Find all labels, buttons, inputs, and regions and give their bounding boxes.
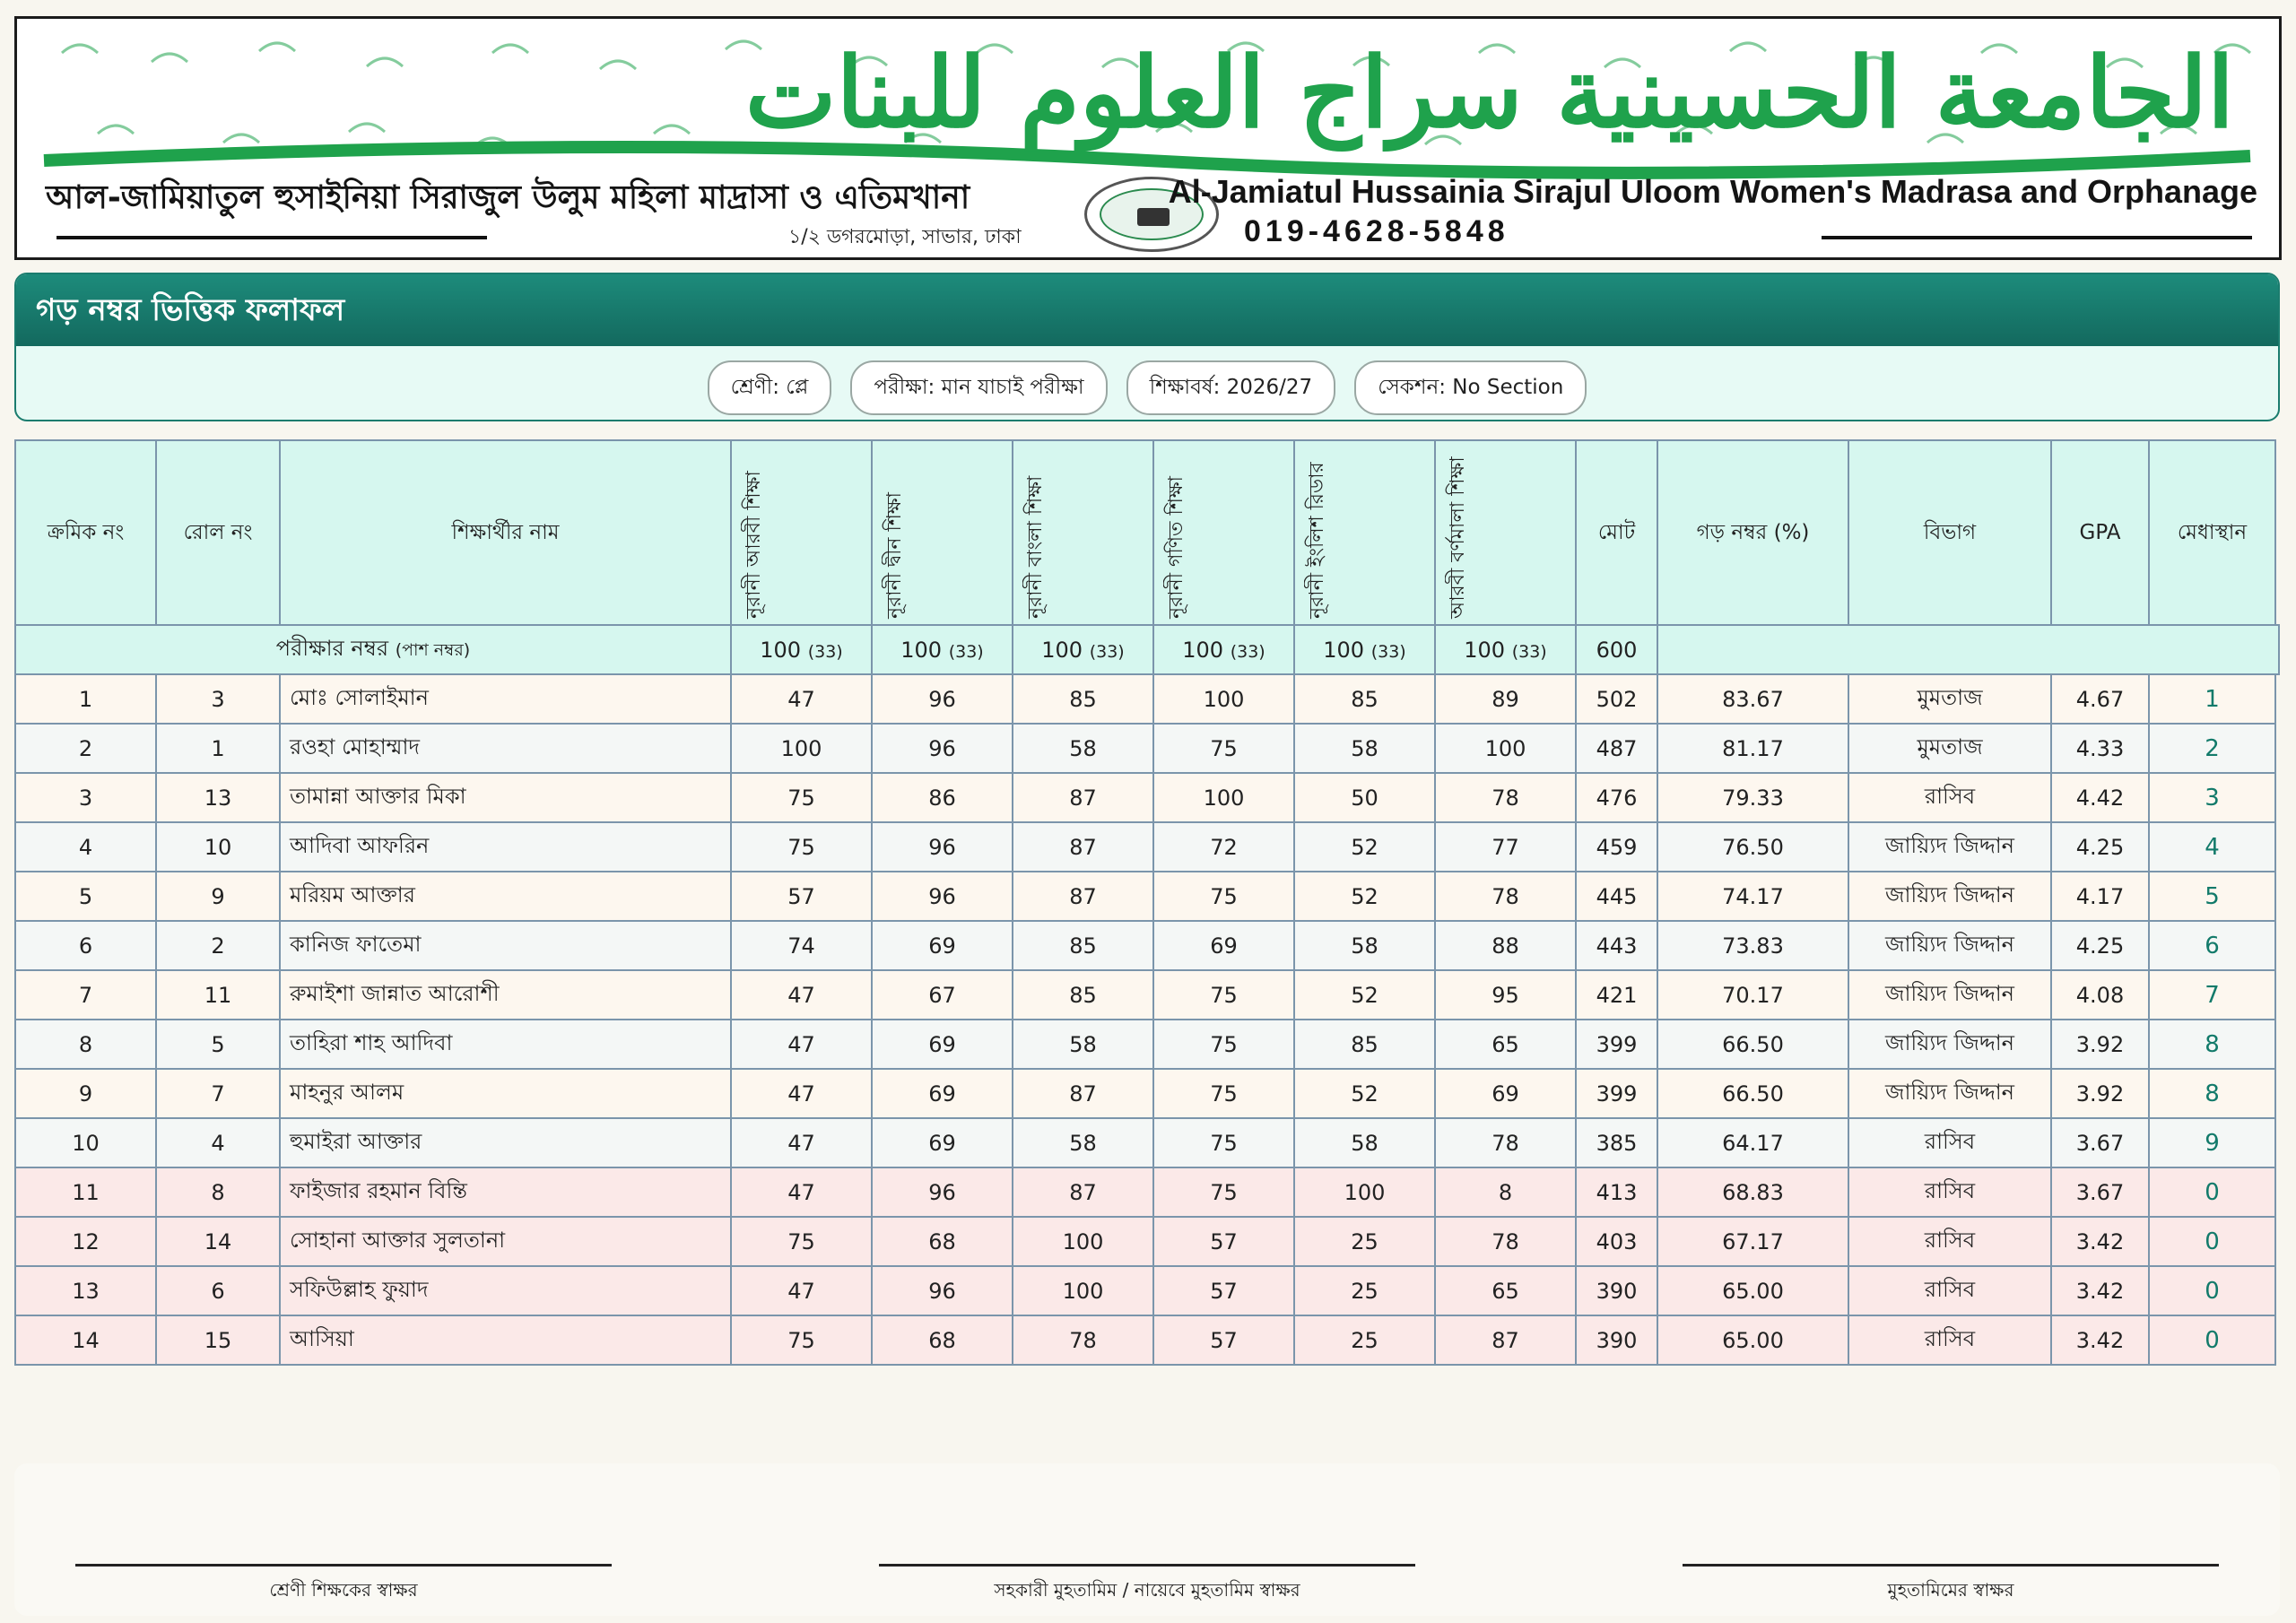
- serial-cell: 10: [15, 1118, 156, 1167]
- filter-section: সেকশন: No Section: [1354, 360, 1587, 415]
- total-cell: 390: [1576, 1315, 1657, 1365]
- serial-cell: 13: [15, 1266, 156, 1315]
- merit-cell: 3: [2149, 773, 2275, 822]
- division-cell: জায়্যিদ জিদ্দান: [1848, 921, 2051, 970]
- subject-mark-cell: 96: [872, 1167, 1013, 1217]
- signature-principal: [1683, 1564, 2219, 1607]
- subject-mark-cell: 69: [872, 1118, 1013, 1167]
- subject-mark-cell: 87: [1013, 773, 1153, 822]
- header-subject-5: নূরানী ইংলিশ রিডার: [1294, 440, 1435, 625]
- header-roll: রোল নং: [156, 440, 280, 625]
- subject-mark-cell: 87: [1013, 822, 1153, 872]
- subject-mark-cell: 87: [1013, 1167, 1153, 1217]
- divider-right: [1822, 236, 2252, 239]
- subject-mark-cell: 85: [1294, 1020, 1435, 1069]
- table-row: [15, 674, 2279, 724]
- full-mark-subject-1: 100 (33): [731, 625, 872, 674]
- subject-mark-cell: 87: [1435, 1315, 1576, 1365]
- bengali-institution-name: আল-জামিয়াতুল হুসাইনিয়া সিরাজুল উলুম মহিলা মাদ্রাসা ও এতিমখানা: [46, 179, 970, 216]
- table-row: [15, 970, 2279, 1020]
- subject-mark-cell: 78: [1435, 773, 1576, 822]
- gpa-cell: 4.25: [2051, 921, 2149, 970]
- full-mark-subject-6: 100 (33): [1435, 625, 1576, 674]
- table-row: [15, 1217, 2279, 1266]
- average-cell: 73.83: [1657, 921, 1848, 970]
- student-name-cell: রওহা মোহাম্মাদ: [280, 724, 731, 773]
- subject-mark-cell: 85: [1013, 674, 1153, 724]
- roll-cell: 4: [156, 1118, 280, 1167]
- average-cell: 76.50: [1657, 822, 1848, 872]
- serial-cell: 11: [15, 1167, 156, 1217]
- subject-mark-cell: 25: [1294, 1217, 1435, 1266]
- subject-mark-cell: 69: [1435, 1069, 1576, 1118]
- subject-mark-cell: 74: [731, 921, 872, 970]
- institution-address: ১/২ ডগরমোড়া, সাভার, ঢাকা: [788, 226, 1022, 248]
- student-name-cell: তাহিরা শাহ আদিবা: [280, 1020, 731, 1069]
- subject-mark-cell: 57: [1153, 1217, 1294, 1266]
- serial-cell: 3: [15, 773, 156, 822]
- report-title: গড় নম্বর ভিত্তিক ফলাফল: [16, 274, 2278, 346]
- table-row: [15, 1069, 2279, 1118]
- total-cell: 445: [1576, 872, 1657, 921]
- gpa-cell: 3.42: [2051, 1266, 2149, 1315]
- full-mark-subject-5: 100 (33): [1294, 625, 1435, 674]
- roll-cell: 15: [156, 1315, 280, 1365]
- subject-mark-cell: 96: [872, 822, 1013, 872]
- subject-mark-cell: 75: [1153, 724, 1294, 773]
- header-subject-2: নূরানী দ্বীন শিক্ষা: [872, 440, 1013, 625]
- average-cell: 66.50: [1657, 1020, 1848, 1069]
- signature-class-teacher: [75, 1564, 612, 1607]
- report-header-card: [14, 273, 2280, 421]
- merit-cell: 5: [2149, 872, 2275, 921]
- subject-mark-cell: 68: [872, 1217, 1013, 1266]
- subject-mark-cell: 86: [872, 773, 1013, 822]
- division-cell: রাসিব: [1848, 1118, 2051, 1167]
- average-cell: 68.83: [1657, 1167, 1848, 1217]
- full-mark-subject-4: 100 (33): [1153, 625, 1294, 674]
- english-institution-name: Al-Jamiatul Hussainia Sirajul Uloom Women's Madrasa and Orphanage: [1168, 173, 2257, 210]
- student-name-cell: তামান্না আক্তার মিকা: [280, 773, 731, 822]
- signature-area: [14, 1463, 2280, 1616]
- subject-mark-cell: 69: [872, 1069, 1013, 1118]
- gpa-cell: 3.92: [2051, 1069, 2149, 1118]
- serial-cell: 9: [15, 1069, 156, 1118]
- subject-mark-cell: 47: [731, 1069, 872, 1118]
- average-cell: 67.17: [1657, 1217, 1848, 1266]
- table-header-row: [15, 440, 2279, 625]
- divider-left: [57, 236, 487, 239]
- full-marks-row: [15, 625, 2279, 674]
- gpa-cell: 4.42: [2051, 773, 2149, 822]
- full-marks-label: পরীক্ষার নম্বর (পাশ নম্বর): [15, 625, 731, 674]
- subject-mark-cell: 100: [1153, 674, 1294, 724]
- subject-mark-cell: 85: [1294, 674, 1435, 724]
- total-cell: 487: [1576, 724, 1657, 773]
- average-cell: 70.17: [1657, 970, 1848, 1020]
- division-cell: জায়্যিদ জিদ্দান: [1848, 1020, 2051, 1069]
- division-cell: জায়্যিদ জিদ্দান: [1848, 822, 2051, 872]
- total-cell: 413: [1576, 1167, 1657, 1217]
- phone-number: 019-4628-5848: [1244, 214, 1509, 248]
- signature-assistant-principal: [879, 1564, 1415, 1607]
- merit-cell: 9: [2149, 1118, 2275, 1167]
- subject-mark-cell: 65: [1435, 1266, 1576, 1315]
- roll-cell: 7: [156, 1069, 280, 1118]
- serial-cell: 2: [15, 724, 156, 773]
- merit-cell: 2: [2149, 724, 2275, 773]
- subject-mark-cell: 85: [1013, 921, 1153, 970]
- average-cell: 65.00: [1657, 1266, 1848, 1315]
- subject-mark-cell: 96: [872, 674, 1013, 724]
- serial-cell: 1: [15, 674, 156, 724]
- serial-cell: 12: [15, 1217, 156, 1266]
- average-cell: 79.33: [1657, 773, 1848, 822]
- total-cell: 443: [1576, 921, 1657, 970]
- subject-mark-cell: 89: [1435, 674, 1576, 724]
- subject-mark-cell: 52: [1294, 1069, 1435, 1118]
- subject-mark-cell: 69: [1153, 921, 1294, 970]
- subject-mark-cell: 58: [1294, 921, 1435, 970]
- student-name-cell: হুমাইরা আক্তার: [280, 1118, 731, 1167]
- division-cell: জায়্যিদ জিদ্দান: [1848, 970, 2051, 1020]
- signature-label: শ্রেণী শিক্ষকের স্বাক্ষর: [269, 1579, 418, 1601]
- subject-mark-cell: 100: [1435, 724, 1576, 773]
- table-row: [15, 822, 2279, 872]
- table-row: [15, 921, 2279, 970]
- subject-mark-cell: 58: [1013, 1020, 1153, 1069]
- subject-mark-cell: 8: [1435, 1167, 1576, 1217]
- total-cell: 502: [1576, 674, 1657, 724]
- gpa-cell: 4.33: [2051, 724, 2149, 773]
- subject-mark-cell: 75: [1153, 872, 1294, 921]
- signature-label: মুহতামিমের স্বাক্ষর: [1887, 1579, 2014, 1601]
- roll-cell: 2: [156, 921, 280, 970]
- subject-mark-cell: 75: [731, 1217, 872, 1266]
- subject-mark-cell: 100: [731, 724, 872, 773]
- full-mark-subject-3: 100 (33): [1013, 625, 1153, 674]
- header-subject-1: নূরানী আরবী শিক্ষা: [731, 440, 872, 625]
- merit-cell: 8: [2149, 1020, 2275, 1069]
- arabic-title: الجامعة الحسينية سراج العلوم للبنات: [744, 37, 2234, 150]
- subject-mark-cell: 47: [731, 1167, 872, 1217]
- merit-cell: 0: [2149, 1217, 2275, 1266]
- subject-mark-cell: 52: [1294, 822, 1435, 872]
- filter-exam: পরীক্ষা: মান যাচাই পরীক্ষা: [850, 360, 1107, 415]
- roll-cell: 6: [156, 1266, 280, 1315]
- subject-mark-cell: 58: [1294, 724, 1435, 773]
- subject-mark-cell: 75: [1153, 1020, 1294, 1069]
- header-subject-6: আরবী বর্ণমালা শিক্ষা: [1435, 440, 1576, 625]
- table-row: [15, 773, 2279, 822]
- subject-mark-cell: 58: [1013, 1118, 1153, 1167]
- subject-mark-cell: 87: [1013, 872, 1153, 921]
- subject-mark-cell: 100: [1153, 773, 1294, 822]
- student-name-cell: সোহানা আক্তার সুলতানা: [280, 1217, 731, 1266]
- roll-cell: 13: [156, 773, 280, 822]
- total-cell: 421: [1576, 970, 1657, 1020]
- subject-mark-cell: 75: [1153, 1118, 1294, 1167]
- subject-mark-cell: 50: [1294, 773, 1435, 822]
- division-cell: মুমতাজ: [1848, 674, 2051, 724]
- merit-cell: 0: [2149, 1315, 2275, 1365]
- table-row: [15, 1118, 2279, 1167]
- total-cell: 459: [1576, 822, 1657, 872]
- subject-mark-cell: 25: [1294, 1266, 1435, 1315]
- gpa-cell: 4.25: [2051, 822, 2149, 872]
- student-name-cell: ফাইজার রহমান বিন্তি: [280, 1167, 731, 1217]
- subject-mark-cell: 75: [1153, 1167, 1294, 1217]
- subject-mark-cell: 67: [872, 970, 1013, 1020]
- subject-mark-cell: 100: [1013, 1217, 1153, 1266]
- average-cell: 74.17: [1657, 872, 1848, 921]
- book-icon: [1137, 208, 1170, 226]
- filter-pills: [16, 360, 2278, 415]
- student-name-cell: মোঃ সোলাইমান: [280, 674, 731, 724]
- subject-mark-cell: 75: [731, 1315, 872, 1365]
- header-total: মোট: [1576, 440, 1657, 625]
- merit-cell: 6: [2149, 921, 2275, 970]
- subject-mark-cell: 78: [1013, 1315, 1153, 1365]
- student-name-cell: আসিয়া: [280, 1315, 731, 1365]
- subject-mark-cell: 57: [731, 872, 872, 921]
- average-cell: 65.00: [1657, 1315, 1848, 1365]
- serial-cell: 4: [15, 822, 156, 872]
- table-row: [15, 724, 2279, 773]
- subject-mark-cell: 47: [731, 1266, 872, 1315]
- full-marks-blank: [1657, 625, 2279, 674]
- subject-mark-cell: 95: [1435, 970, 1576, 1020]
- subject-mark-cell: 57: [1153, 1266, 1294, 1315]
- serial-cell: 8: [15, 1020, 156, 1069]
- merit-cell: 8: [2149, 1069, 2275, 1118]
- division-cell: জায়্যিদ জিদ্দান: [1848, 872, 2051, 921]
- serial-cell: 7: [15, 970, 156, 1020]
- signature-line: [879, 1564, 1415, 1567]
- division-cell: রাসিব: [1848, 773, 2051, 822]
- header-serial: ক্রমিক নং: [15, 440, 156, 625]
- subject-mark-cell: 47: [731, 1020, 872, 1069]
- subject-mark-cell: 87: [1013, 1069, 1153, 1118]
- signature-label: সহকারী মুহতামিম / নায়েবে মুহতামিম স্বাক্ষর: [994, 1579, 1300, 1601]
- subject-mark-cell: 85: [1013, 970, 1153, 1020]
- signature-line: [1683, 1564, 2219, 1567]
- subject-mark-cell: 88: [1435, 921, 1576, 970]
- full-mark-total: 600: [1576, 625, 1657, 674]
- subject-mark-cell: 69: [872, 1020, 1013, 1069]
- filter-class: শ্রেণী: প্লে: [708, 360, 832, 415]
- roll-cell: 3: [156, 674, 280, 724]
- subject-mark-cell: 47: [731, 1118, 872, 1167]
- table-row: [15, 1020, 2279, 1069]
- results-table: [14, 439, 2280, 1366]
- student-name-cell: আদিবা আফরিন: [280, 822, 731, 872]
- subject-mark-cell: 75: [731, 773, 872, 822]
- student-name-cell: মরিয়ম আক্তার: [280, 872, 731, 921]
- total-cell: 385: [1576, 1118, 1657, 1167]
- gpa-cell: 3.42: [2051, 1217, 2149, 1266]
- subject-mark-cell: 52: [1294, 872, 1435, 921]
- institution-banner: [14, 16, 2282, 260]
- filter-session: শিক্ষাবর্ষ: 2026/27: [1126, 360, 1336, 415]
- subject-mark-cell: 47: [731, 970, 872, 1020]
- gpa-cell: 4.08: [2051, 970, 2149, 1020]
- subject-mark-cell: 96: [872, 872, 1013, 921]
- subject-mark-cell: 52: [1294, 970, 1435, 1020]
- subject-mark-cell: 72: [1153, 822, 1294, 872]
- total-cell: 399: [1576, 1020, 1657, 1069]
- roll-cell: 14: [156, 1217, 280, 1266]
- subject-mark-cell: 75: [1153, 970, 1294, 1020]
- total-cell: 399: [1576, 1069, 1657, 1118]
- serial-cell: 14: [15, 1315, 156, 1365]
- merit-cell: 1: [2149, 674, 2275, 724]
- total-cell: 403: [1576, 1217, 1657, 1266]
- header-gpa: GPA: [2051, 440, 2149, 625]
- subject-mark-cell: 57: [1153, 1315, 1294, 1365]
- header-subject-3: নূরানী বাংলা শিক্ষা: [1013, 440, 1153, 625]
- serial-cell: 5: [15, 872, 156, 921]
- header-merit: মেধাস্থান: [2149, 440, 2275, 625]
- table-row: [15, 872, 2279, 921]
- division-cell: রাসিব: [1848, 1217, 2051, 1266]
- header-subject-4: নূরানী গণিত শিক্ষা: [1153, 440, 1294, 625]
- gpa-cell: 3.67: [2051, 1118, 2149, 1167]
- subject-mark-cell: 58: [1013, 724, 1153, 773]
- merit-cell: 0: [2149, 1167, 2275, 1217]
- subject-mark-cell: 96: [872, 724, 1013, 773]
- subject-mark-cell: 75: [1153, 1069, 1294, 1118]
- header-average: গড় নম্বর (%): [1657, 440, 1848, 625]
- roll-cell: 11: [156, 970, 280, 1020]
- subject-mark-cell: 47: [731, 674, 872, 724]
- student-name-cell: কানিজ ফাতেমা: [280, 921, 731, 970]
- average-cell: 64.17: [1657, 1118, 1848, 1167]
- signature-line: [75, 1564, 612, 1567]
- student-name-cell: মাহনুর আলম: [280, 1069, 731, 1118]
- header-name: শিক্ষার্থীর নাম: [280, 440, 731, 625]
- division-cell: রাসিব: [1848, 1315, 2051, 1365]
- division-cell: রাসিব: [1848, 1266, 2051, 1315]
- merit-cell: 0: [2149, 1266, 2275, 1315]
- roll-cell: 9: [156, 872, 280, 921]
- subject-mark-cell: 78: [1435, 1217, 1576, 1266]
- table-row: [15, 1167, 2279, 1217]
- subject-mark-cell: 75: [731, 822, 872, 872]
- average-cell: 83.67: [1657, 674, 1848, 724]
- total-cell: 476: [1576, 773, 1657, 822]
- subject-mark-cell: 69: [872, 921, 1013, 970]
- serial-cell: 6: [15, 921, 156, 970]
- total-cell: 390: [1576, 1266, 1657, 1315]
- table-row: [15, 1315, 2279, 1365]
- table-row: [15, 1266, 2279, 1315]
- subject-mark-cell: 65: [1435, 1020, 1576, 1069]
- subject-mark-cell: 100: [1013, 1266, 1153, 1315]
- student-name-cell: সফিউল্লাহ ফুয়াদ: [280, 1266, 731, 1315]
- gpa-cell: 4.17: [2051, 872, 2149, 921]
- subject-mark-cell: 58: [1294, 1118, 1435, 1167]
- gpa-cell: 3.92: [2051, 1020, 2149, 1069]
- gpa-cell: 3.67: [2051, 1167, 2149, 1217]
- subject-mark-cell: 96: [872, 1266, 1013, 1315]
- subject-mark-cell: 100: [1294, 1167, 1435, 1217]
- subject-mark-cell: 78: [1435, 872, 1576, 921]
- roll-cell: 10: [156, 822, 280, 872]
- subject-mark-cell: 77: [1435, 822, 1576, 872]
- average-cell: 66.50: [1657, 1069, 1848, 1118]
- merit-cell: 7: [2149, 970, 2275, 1020]
- roll-cell: 5: [156, 1020, 280, 1069]
- student-name-cell: রুমাইশা জান্নাত আরোশী: [280, 970, 731, 1020]
- full-mark-subject-2: 100 (33): [872, 625, 1013, 674]
- division-cell: জায়্যিদ জিদ্দান: [1848, 1069, 2051, 1118]
- division-cell: মুমতাজ: [1848, 724, 2051, 773]
- roll-cell: 1: [156, 724, 280, 773]
- merit-cell: 4: [2149, 822, 2275, 872]
- subject-mark-cell: 25: [1294, 1315, 1435, 1365]
- roll-cell: 8: [156, 1167, 280, 1217]
- header-division: বিভাগ: [1848, 440, 2051, 625]
- gpa-cell: 4.67: [2051, 674, 2149, 724]
- gpa-cell: 3.42: [2051, 1315, 2149, 1365]
- subject-mark-cell: 68: [872, 1315, 1013, 1365]
- average-cell: 81.17: [1657, 724, 1848, 773]
- subject-mark-cell: 78: [1435, 1118, 1576, 1167]
- division-cell: রাসিব: [1848, 1167, 2051, 1217]
